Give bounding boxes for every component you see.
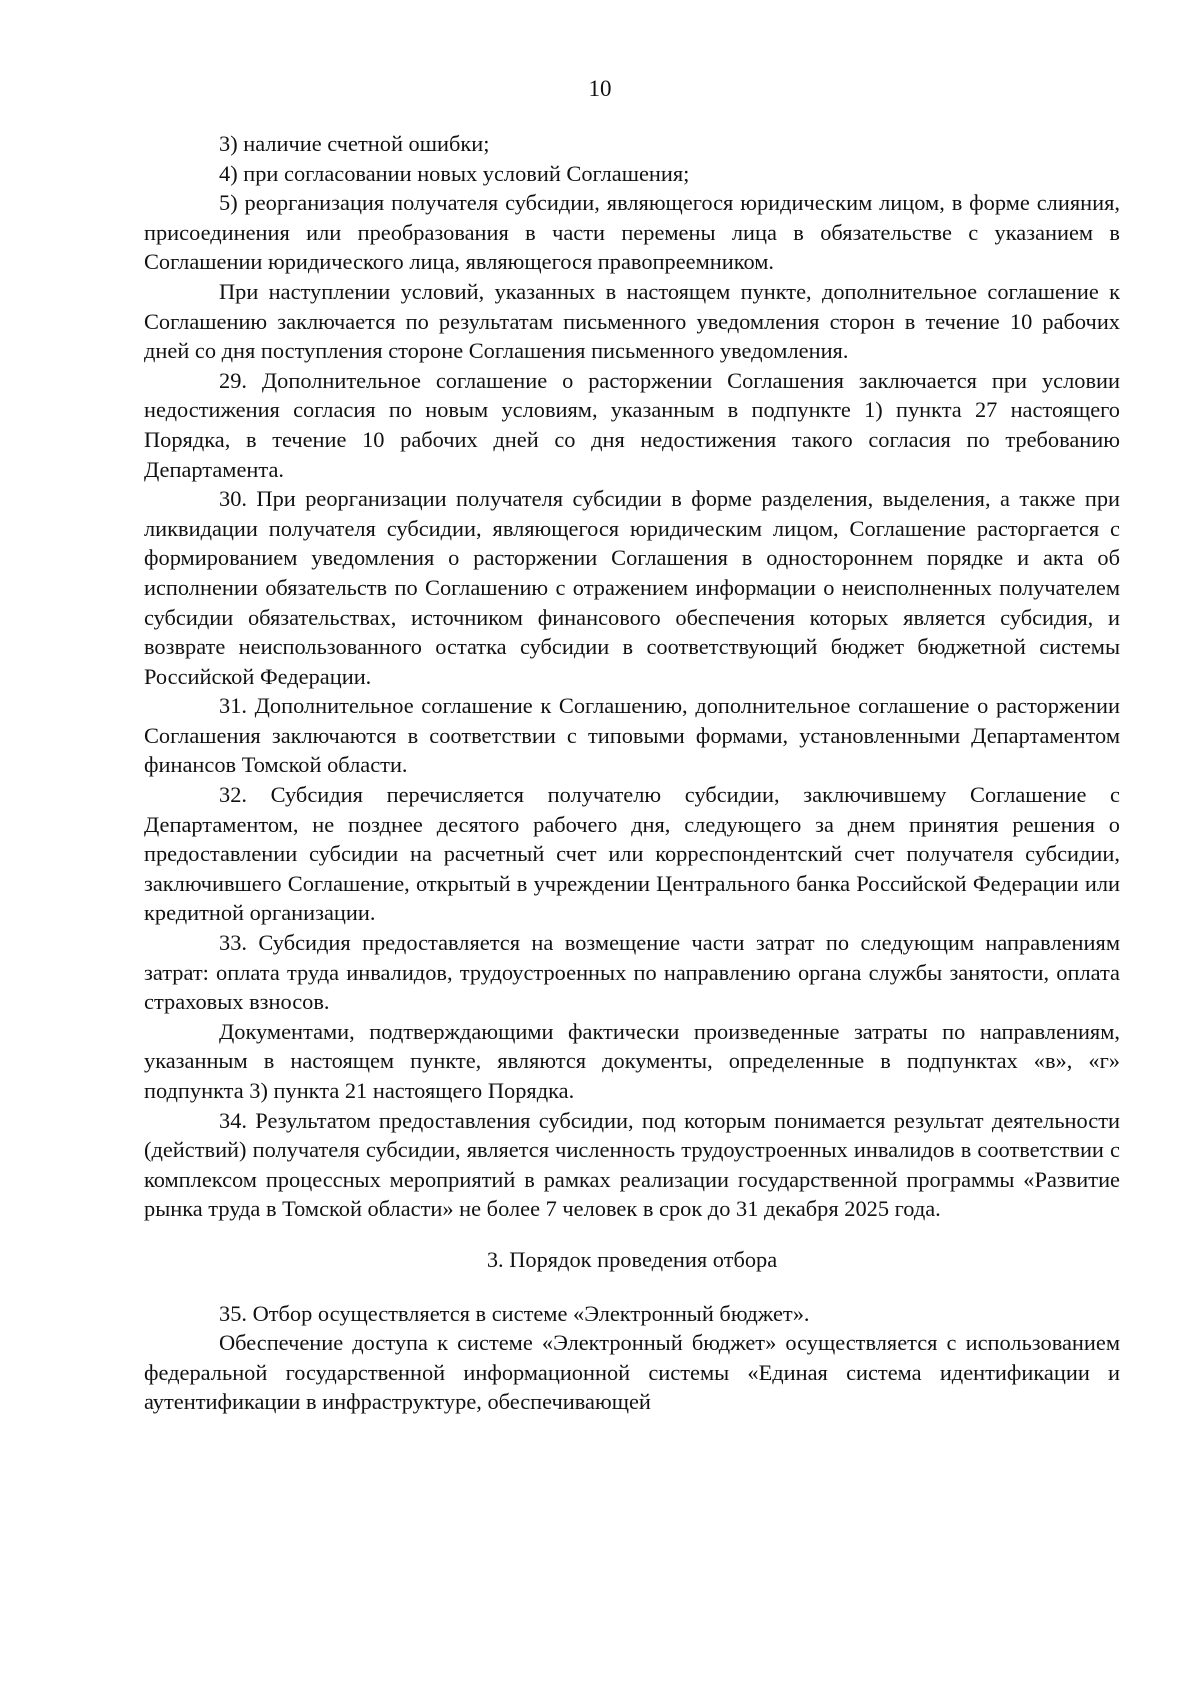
paragraph: При наступлении условий, указанных в настоящем пункте, дополнительное соглашение к Соглашению заключается по результатам письменного уведомления сторон в течение 10 рабочих дней со дня поступления стороне Соглашения письменного уведомления. [144,278,1120,364]
paragraph: 5) реорганизация получателя субсидии, являющегося юридическим лицом, в форме слияния, присоединения или преобразования в части перемены лица в обязательстве с указанием в Соглашении юридического лица, являющегося правопреемником. [144,190,1120,275]
paragraph: 33. Субсидия предоставляется на возмещение части затрат по следующим направлениям затрат: оплата труда инвалидов, трудоустроенных по направлению органа службы занятости, оплата страховых взносов. [144,930,1120,1015]
paragraph: Документами, подтверждающими фактически произведенные затраты по направлениям, указанным в настоящем пункте, являются документы, определенные в подпунктах «в», «г» подпункта 3) пункта 21 настоящего Порядка. [144,1018,1120,1103]
paragraph: 4) при согласовании новых условий Соглашения; [219,160,690,186]
paragraph: 34. Результатом предоставления субсидии, под которым понимается результат деятельности (действий) получателя субсидии, является численность трудоустроенных инвалидов в соответствии с комплексом процессных мероприятий в рамках реализации государственной программы «Развитие рынка труда в Томской области» не более 7 человек в срок до 31 декабря 2025 года. [144,1107,1120,1222]
paragraph: 35. Отбор осуществляется в системе «Электронный бюджет». [219,1300,810,1326]
section-heading: 3. Порядок проведения отбора [486,1246,778,1272]
paragraph: 29. Дополнительное соглашение о расторжении Соглашения заключается при условии недостижения согласия по новым условиям, указанным в подпункте 1) пункта 27 настоящего Порядка, в течение 10 рабочих дней со дня недостижения такого согласия по требованию Департамента. [144,367,1120,482]
paragraph: Обеспечение доступа к системе «Электронный бюджет» осуществляется с использованием федеральной государственной информационной системы «Единая система идентификации и аутентификации в инфраструктуре, обеспечивающей [144,1330,1120,1415]
paragraph: 30. При реорганизации получателя субсидии в форме разделения, выделения, а также при ликвидации получателя субсидии, являющегося юридическим лицом, Соглашение расторгается с формированием уведомления о расторжении Соглашения в одностороннем порядке и акта об исполнении обязательств по Соглашению с отражением информации о неисполненных получателем субсидии обязательствах, источником финансового обеспечения которых является субсидия, и возврате неиспользованного остатка субсидии в соответствующий бюджет бюджетной системы Российской Федерации. [144,486,1120,689]
paragraph: 31. Дополнительное соглашение к Соглашению, дополнительное соглашение о расторжении Соглашения заключаются в соответствии с типовыми формами, установленными Департаментом финансов Томской области. [144,693,1120,778]
paragraph: 32. Субсидия перечисляется получателю субсидии, заключившему Соглашение с Департаментом, не позднее десятого рабочего дня, следующего за днем принятия решения о предоставлении субсидии на расчетный счет или корреспондентский счет получателя субсидии, заключившего Соглашение, открытый в учреждении Центрального банка Российской Федерации или кредитной организации. [144,782,1120,926]
paragraph: 3) наличие счетной ошибки; [219,131,490,156]
document-body [144,129,1120,1417]
page-number: 10 [588,76,612,101]
